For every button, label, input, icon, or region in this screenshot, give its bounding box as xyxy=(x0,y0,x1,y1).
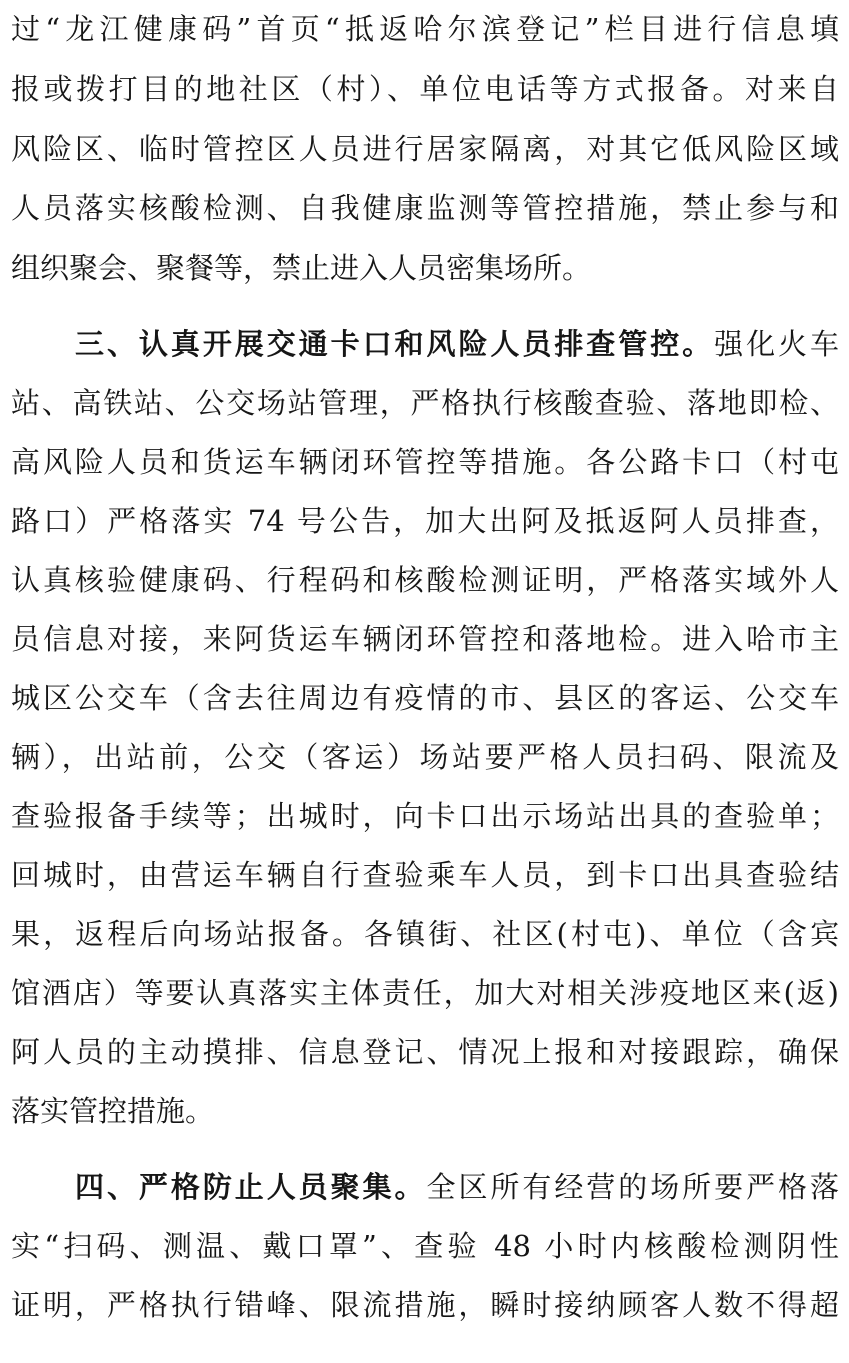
paragraph-2-line-8: 辆），出站前，公交（客运）场站要严格人员扫码、限流及 xyxy=(11,740,839,774)
paragraph-2-line-11: 果，返程后向场站报备。各镇街、社区(村屯)、单位（含宾 xyxy=(11,917,839,951)
paragraph-1-line-1: 过“龙江健康码”首页“抵返哈尔滨登记”栏目进行信息填 xyxy=(11,12,839,46)
paragraph-2-line-14: 落实管控措施。 xyxy=(11,1094,215,1128)
paragraph-2-line-1 xyxy=(75,323,839,365)
paragraph-3-line-1 xyxy=(75,1166,839,1208)
paragraph-1-line-4: 人员落实核酸检测、自我健康监测等管控措施，禁止参与和 xyxy=(11,191,839,225)
paragraph-2-first-line-text: 强化火车 xyxy=(714,327,839,361)
paragraph-2-line-3: 高风险人员和货运车辆闭环管控等措施。各公路卡口（村屯 xyxy=(11,445,839,479)
paragraph-2-heading: 三、认真开展交通卡口和风险人员排查管控。 xyxy=(75,327,715,361)
paragraph-2-line-4: 路口）严格落实 74 号公告，加大出阿及抵返阿人员排查， xyxy=(11,504,839,538)
paragraph-3-line-2: 实“扫码、测温、戴口罩”、查验 48 小时内核酸检测阴性 xyxy=(11,1229,839,1263)
paragraph-2-line-2: 站、高铁站、公交场站管理，严格执行核酸查验、落地即检、 xyxy=(11,386,839,420)
paragraph-2-line-5: 认真核验健康码、行程码和核酸检测证明，严格落实域外人 xyxy=(11,563,839,597)
paragraph-1-line-2: 报或拨打目的地社区（村）、单位电话等方式报备。对来自 xyxy=(11,72,839,106)
paragraph-3-heading: 四、严格防止人员聚集。 xyxy=(75,1170,427,1204)
paragraph-2-line-7: 城区公交车（含去往周边有疫情的市、县区的客运、公交车 xyxy=(11,681,839,715)
paragraph-2-line-9: 查验报备手续等；出城时，向卡口出示场站出具的查验单； xyxy=(11,799,839,833)
paragraph-2-line-12: 馆酒店）等要认真落实主体责任，加大对相关涉疫地区来(返) xyxy=(11,976,839,1010)
paragraph-3-first-line-text: 全区所有经营的场所要严格落 xyxy=(426,1170,839,1204)
paragraph-2-line-6: 员信息对接，来阿货运车辆闭环管控和落地检。进入哈市主 xyxy=(11,622,839,656)
paragraph-3-line-3: 证明，严格执行错峰、限流措施，瞬时接纳顾客人数不得超 xyxy=(11,1288,839,1322)
paragraph-1-line-3: 风险区、临时管控区人员进行居家隔离，对其它低风险区域 xyxy=(11,132,839,166)
paragraph-2-line-13: 阿人员的主动摸排、信息登记、情况上报和对接跟踪，确保 xyxy=(11,1035,839,1069)
paragraph-2-line-10: 回城时，由营运车辆自行查验乘车人员，到卡口出具查验结 xyxy=(11,858,839,892)
paragraph-1-line-5: 组织聚会、聚餐等，禁止进入人员密集场所。 xyxy=(11,251,592,285)
